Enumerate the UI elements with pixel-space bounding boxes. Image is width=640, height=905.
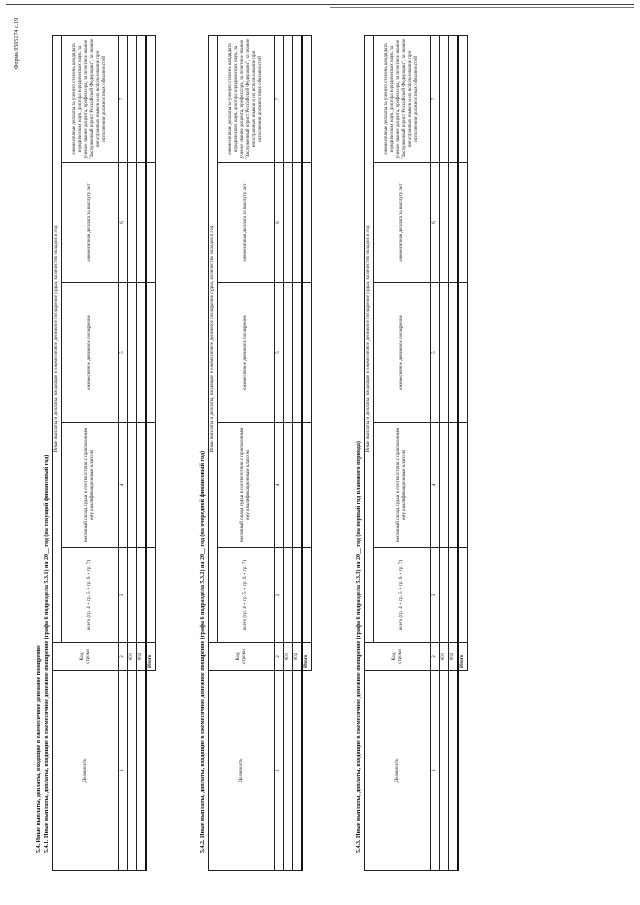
- total-cell[interactable]: [458, 163, 468, 283]
- row-code: 002: [137, 643, 147, 671]
- col-code-header: Код строки: [53, 643, 119, 671]
- total-cell[interactable]: [302, 36, 312, 163]
- value-cell[interactable]: [293, 423, 303, 548]
- value-cell[interactable]: [137, 548, 147, 643]
- value-cell[interactable]: [293, 163, 303, 283]
- total-cell[interactable]: [146, 548, 156, 643]
- table-row: [284, 36, 293, 871]
- col-number: 1: [431, 671, 440, 871]
- col-6-header: ежемесячная доплата за выслугу лет: [374, 163, 431, 283]
- total-cell[interactable]: [458, 283, 468, 423]
- col-5-header: ежемесячное денежное поощрение: [62, 283, 119, 423]
- group-header: Иные выплаты и доплаты, входящие в ежемесячное денежное поощрение судьи, количество окладов в год: [365, 36, 374, 643]
- position-cell[interactable]: [128, 671, 137, 871]
- col-number: 4: [275, 423, 284, 548]
- col-7-header: ежемесячные доплаты за ученую степень кандидата юридических наук, доктора юридических наук, за ученое звание доцента, профессора, за почетное звание "Заслуженный юрист Российской Федерации", за знание иностранных языков и их использование при исполнении должностных обязанностей: [62, 36, 119, 163]
- col-4-header: месячный оклад судьи в соответствии с присвоенным ему квалификационным классом: [218, 423, 275, 548]
- value-cell[interactable]: [293, 283, 303, 423]
- col-number: 5: [431, 283, 440, 423]
- value-cell[interactable]: [293, 36, 303, 163]
- value-cell[interactable]: [128, 283, 137, 423]
- col-number: 6: [431, 163, 440, 283]
- value-cell[interactable]: [284, 36, 293, 163]
- value-cell[interactable]: [284, 548, 293, 643]
- total-row: [302, 36, 312, 871]
- col-position-header: Должность: [365, 671, 431, 871]
- row-code: 001: [128, 643, 137, 671]
- value-cell[interactable]: [440, 283, 449, 423]
- col-number: 7: [431, 36, 440, 163]
- row-code: 001: [284, 643, 293, 671]
- col-total-header: всего (гр. 4 + гр. 5 + гр. 6 + гр. 7): [374, 548, 431, 643]
- total-label: Итого: [458, 643, 468, 671]
- col-total-header: всего (гр. 4 + гр. 5 + гр. 6 + гр. 7): [218, 548, 275, 643]
- table-3-caption: 5.4.3. Иные выплаты, доплаты, входящие в ежемесячное денежное поощрение (графа 6 подраздела 5.3.3) на 20__ год (на первый год планового периода): [356, 441, 362, 853]
- position-cell[interactable]: [449, 671, 459, 871]
- col-4-header: месячный оклад судьи в соответствии с присвоенным ему квалификационным классом: [62, 423, 119, 548]
- value-cell[interactable]: [440, 163, 449, 283]
- col-code-header: Код строки: [365, 643, 431, 671]
- col-number: 1: [275, 671, 284, 871]
- total-row: [146, 36, 156, 871]
- col-number: 3: [431, 548, 440, 643]
- position-cell[interactable]: [284, 671, 293, 871]
- total-cell[interactable]: [302, 548, 312, 643]
- value-cell[interactable]: [440, 548, 449, 643]
- table-1: [52, 35, 156, 871]
- table-2: [208, 35, 312, 871]
- position-cell[interactable]: [440, 671, 449, 871]
- col-number: 2: [431, 643, 440, 671]
- group-header: Иные выплаты и доплаты, входящие в ежемесячное денежное поощрение судьи, количество окладов в год: [209, 36, 218, 643]
- table-row: [128, 36, 137, 871]
- col-7-header: ежемесячные доплаты за ученую степень кандидата юридических наук, доктора юридических наук, за ученое звание доцента, профессора, за почетное звание "Заслуженный юрист Российской Федерации", за знание иностранных языков и их использование при исполнении должностных обязанностей: [374, 36, 431, 163]
- value-cell[interactable]: [440, 423, 449, 548]
- table-2-caption: 5.4.2. Иные выплаты, доплаты, входящие в ежемесячное денежное поощрение (графа 6 подраздела 5.3.2) на 20__ год (на очередной финансовый год): [200, 451, 206, 853]
- total-cell[interactable]: [458, 36, 468, 163]
- col-number: 2: [119, 643, 128, 671]
- total-cell[interactable]: [146, 283, 156, 423]
- total-cell[interactable]: [302, 283, 312, 423]
- col-5-header: ежемесячное денежное поощрение: [374, 283, 431, 423]
- col-number: 7: [119, 36, 128, 163]
- col-position-header: Должность: [53, 671, 119, 871]
- table-row: [293, 36, 303, 871]
- row-code: 002: [449, 643, 459, 671]
- value-cell[interactable]: [128, 548, 137, 643]
- table-row: [137, 36, 147, 871]
- col-number: 4: [431, 423, 440, 548]
- value-cell[interactable]: [284, 423, 293, 548]
- total-label: Итого: [146, 643, 156, 671]
- col-number: 7: [275, 36, 284, 163]
- table-1-caption: 5.4.1. Иные выплаты, доплаты, входящие в ежемесячное денежное поощрение (графа 6 подраздела 5.3.1) на 20__ год (на текущий финансовый год): [44, 454, 50, 853]
- total-cell[interactable]: [146, 423, 156, 548]
- col-total-header: всего (гр. 4 + гр. 5 + гр. 6 + гр. 7): [62, 548, 119, 643]
- col-7-header: ежемесячные доплаты за ученую степень кандидата юридических наук, доктора юридических наук, за ученое звание доцента, профессора, за почетное звание "Заслуженный юрист Российской Федерации", за знание иностранных языков и их использование при исполнении должностных обязанностей: [218, 36, 275, 163]
- value-cell[interactable]: [137, 163, 147, 283]
- col-number: 1: [119, 671, 128, 871]
- value-cell[interactable]: [137, 36, 147, 163]
- total-label: Итого: [302, 643, 312, 671]
- col-6-header: ежемесячная доплата за выслугу лет: [218, 163, 275, 283]
- form-number: Форма 0505174 с.19: [14, 18, 20, 70]
- col-4-header: месячный оклад судьи в соответствии с присвоенным ему квалификационным классом: [374, 423, 431, 548]
- value-cell[interactable]: [128, 163, 137, 283]
- total-cell[interactable]: [302, 163, 312, 283]
- table-row: [440, 36, 449, 871]
- col-5-header: ежемесячное денежное поощрение: [218, 283, 275, 423]
- col-position-header: Должность: [209, 671, 275, 871]
- value-cell[interactable]: [449, 163, 459, 283]
- col-number: 6: [119, 163, 128, 283]
- col-number: 6: [275, 163, 284, 283]
- value-cell[interactable]: [449, 423, 459, 548]
- section-title: 5.4. Иные выплаты, доплаты, входящие в ежемесячное денежное поощрение: [36, 645, 42, 853]
- position-cell[interactable]: [293, 671, 303, 871]
- value-cell[interactable]: [284, 283, 293, 423]
- total-cell[interactable]: [458, 548, 468, 643]
- col-number: 3: [119, 548, 128, 643]
- row-code: 001: [440, 643, 449, 671]
- col-number: 5: [275, 283, 284, 423]
- col-number: 4: [119, 423, 128, 548]
- value-cell[interactable]: [128, 423, 137, 548]
- value-cell[interactable]: [293, 548, 303, 643]
- value-cell[interactable]: [137, 283, 147, 423]
- value-cell[interactable]: [449, 283, 459, 423]
- col-6-header: ежемесячная доплата за выслугу лет: [62, 163, 119, 283]
- table-3: [364, 35, 468, 871]
- total-cell[interactable]: [458, 423, 468, 548]
- group-header: Иные выплаты и доплаты, входящие в ежемесячное денежное поощрение судьи, количество окладов в год: [53, 36, 62, 643]
- col-number: 2: [275, 643, 284, 671]
- total-cell[interactable]: [302, 423, 312, 548]
- total-cell[interactable]: [146, 36, 156, 163]
- total-cell[interactable]: [146, 163, 156, 283]
- position-cell[interactable]: [137, 671, 147, 871]
- table-row: [449, 36, 459, 871]
- value-cell[interactable]: [449, 36, 459, 163]
- row-code: 002: [293, 643, 303, 671]
- col-number: 5: [119, 283, 128, 423]
- col-code-header: Код строки: [209, 643, 275, 671]
- value-cell[interactable]: [128, 36, 137, 163]
- value-cell[interactable]: [449, 548, 459, 643]
- value-cell[interactable]: [284, 163, 293, 283]
- value-cell[interactable]: [440, 36, 449, 163]
- col-number: 3: [275, 548, 284, 643]
- total-row: [458, 36, 468, 871]
- value-cell[interactable]: [137, 423, 147, 548]
